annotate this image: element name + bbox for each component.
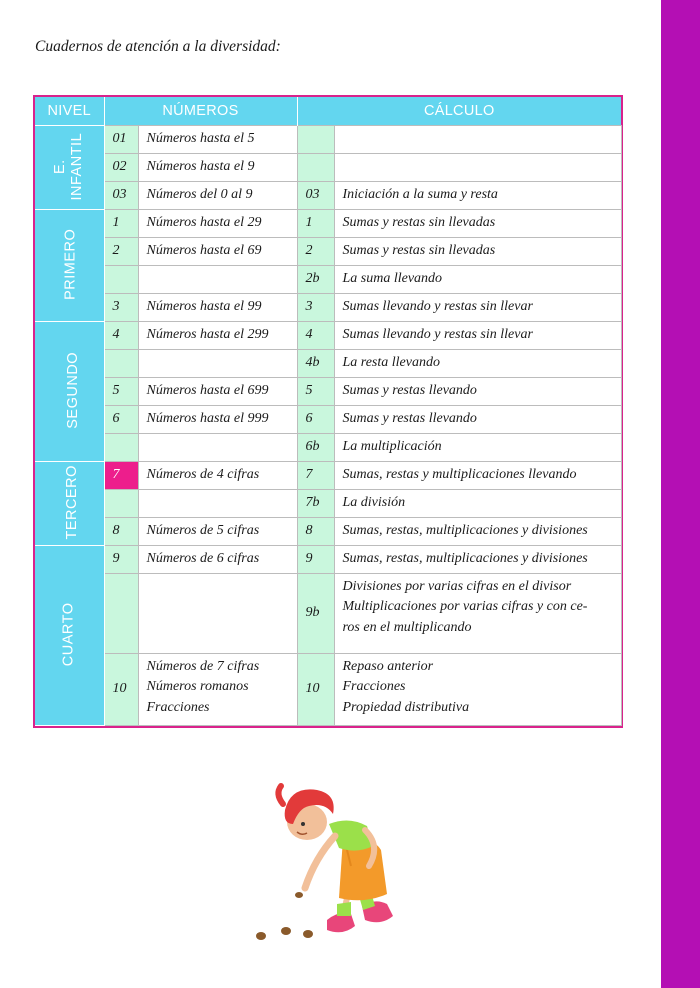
numeros-number-cell bbox=[104, 490, 138, 518]
calculo-topic-cell bbox=[334, 154, 621, 182]
table-row bbox=[35, 322, 621, 350]
table-row bbox=[35, 294, 621, 322]
calculo-number-cell: 7 bbox=[297, 462, 334, 490]
calculo-topic-cell: Sumas llevando y restas sin llevar bbox=[334, 322, 621, 350]
curriculum-table-frame bbox=[33, 95, 623, 728]
calculo-number-cell: 1 bbox=[297, 210, 334, 238]
calculo-topic-cell-line: ros en el multiplicando bbox=[342, 619, 472, 635]
table-row bbox=[35, 154, 621, 182]
side-color-band bbox=[661, 0, 700, 988]
numeros-topic-cell: Números hasta el 999 bbox=[138, 406, 297, 434]
numeros-number-cell: 3 bbox=[104, 294, 138, 322]
numeros-number-cell bbox=[104, 350, 138, 378]
calculo-number-cell: 7b bbox=[297, 490, 334, 518]
table-row bbox=[35, 210, 621, 238]
calculo-topic-cell: Sumas y restas sin llevadas bbox=[334, 210, 621, 238]
calculo-number-cell: 2b bbox=[297, 266, 334, 294]
calculo-topic-cell: Sumas y restas llevando bbox=[334, 406, 621, 434]
calculo-topic-cell: La suma llevando bbox=[334, 266, 621, 294]
calculo-number-cell: 03 bbox=[297, 182, 334, 210]
level-label: TERCERO bbox=[63, 465, 80, 540]
table-row bbox=[35, 182, 621, 210]
numeros-number-cell bbox=[104, 266, 138, 294]
calculo-number-cell: 4b bbox=[297, 350, 334, 378]
numeros-topic-cell bbox=[138, 434, 297, 462]
calculo-number-cell: 6 bbox=[297, 406, 334, 434]
numeros-topic-cell: Números de 5 cifras bbox=[138, 518, 297, 546]
numeros-topic-cell bbox=[138, 654, 297, 726]
level-label: E. INFANTIL bbox=[52, 132, 86, 201]
numeros-topic-cell: Números hasta el 29 bbox=[138, 210, 297, 238]
calculo-number-cell: 8 bbox=[297, 518, 334, 546]
level-label: SEGUNDO bbox=[65, 352, 82, 430]
numeros-number-cell: 01 bbox=[104, 126, 138, 154]
level-infantil bbox=[35, 126, 104, 210]
table-row bbox=[35, 350, 621, 378]
numeros-topic-cell bbox=[138, 266, 297, 294]
calculo-topic-cell-line: Repaso anterior bbox=[342, 659, 434, 674]
table-row bbox=[35, 518, 621, 546]
numeros-number-cell: 8 bbox=[104, 518, 138, 546]
calculo-number-cell bbox=[297, 154, 334, 182]
table-row bbox=[35, 406, 621, 434]
numeros-topic-cell: Números hasta el 99 bbox=[138, 294, 297, 322]
level-label: PRIMERO bbox=[62, 229, 79, 301]
curriculum-table bbox=[35, 97, 622, 726]
girl-picking-seeds-illustration bbox=[247, 780, 417, 955]
numeros-number-cell: 5 bbox=[104, 378, 138, 406]
page-title: Cuadernos de atención a la diversidad: bbox=[35, 38, 281, 55]
numeros-topic-cell: Números hasta el 9 bbox=[138, 154, 297, 182]
calculo-number-cell: 5 bbox=[297, 378, 334, 406]
numeros-topic-cell bbox=[138, 490, 297, 518]
calculo-topic-cell-line: Multiplicaciones por varias cifras y con ce- bbox=[342, 599, 588, 615]
calculo-topic-cell bbox=[334, 654, 621, 726]
level-segundo bbox=[35, 322, 104, 462]
table-row bbox=[35, 238, 621, 266]
calculo-number-cell: 4 bbox=[297, 322, 334, 350]
numeros-topic-cell-line: Números romanos bbox=[146, 679, 249, 695]
table-body bbox=[35, 126, 621, 726]
calculo-topic-cell: La división bbox=[334, 490, 621, 518]
table-row bbox=[35, 490, 621, 518]
numeros-number-cell: 03 bbox=[104, 182, 138, 210]
numeros-number-cell: 1 bbox=[104, 210, 138, 238]
numeros-number-cell: 2 bbox=[104, 238, 138, 266]
calculo-number-cell: 6b bbox=[297, 434, 334, 462]
calculo-number-cell: 9b bbox=[297, 574, 334, 654]
table-row bbox=[35, 126, 621, 154]
calculo-topic-cell: Sumas, restas y multiplicaciones llevando bbox=[334, 462, 621, 490]
numeros-topic-cell: Números de 6 cifras bbox=[138, 546, 297, 574]
numeros-topic-cell: Números hasta el 5 bbox=[138, 126, 297, 154]
calculo-topic-cell: La resta llevando bbox=[334, 350, 621, 378]
header-numeros: NÚMEROS bbox=[104, 97, 297, 126]
numeros-topic-cell-line: Fracciones bbox=[146, 699, 210, 715]
numeros-topic-cell bbox=[138, 350, 297, 378]
calculo-topic-cell: La multiplicación bbox=[334, 434, 621, 462]
calculo-number-cell bbox=[297, 126, 334, 154]
header-nivel: NIVEL bbox=[35, 97, 104, 126]
numeros-topic-cell: Números del 0 al 9 bbox=[138, 182, 297, 210]
numeros-topic-cell: Números hasta el 69 bbox=[138, 238, 297, 266]
numeros-topic-cell: Números hasta el 299 bbox=[138, 322, 297, 350]
numeros-number-cell: 02 bbox=[104, 154, 138, 182]
header-calculo: CÁLCULO bbox=[297, 97, 621, 126]
table-row bbox=[35, 266, 621, 294]
calculo-topic-cell: Sumas y restas sin llevadas bbox=[334, 238, 621, 266]
numeros-number-cell: 7 bbox=[104, 462, 138, 490]
numeros-topic-cell bbox=[138, 574, 297, 654]
numeros-number-cell: 9 bbox=[104, 546, 138, 574]
calculo-topic-cell bbox=[334, 574, 621, 654]
calculo-topic-cell: Iniciación a la suma y resta bbox=[334, 182, 621, 210]
calculo-topic-cell: Sumas, restas, multiplicaciones y divisiones bbox=[334, 546, 621, 574]
calculo-number-cell: 10 bbox=[297, 654, 334, 726]
numeros-number-cell: 4 bbox=[104, 322, 138, 350]
calculo-topic-cell: Sumas y restas llevando bbox=[334, 378, 621, 406]
calculo-topic-cell bbox=[334, 126, 621, 154]
table-row bbox=[35, 462, 621, 490]
numeros-number-cell bbox=[104, 574, 138, 654]
table-row bbox=[35, 574, 621, 654]
calculo-topic-cell-line: Divisiones por varias cifras en el divisor bbox=[342, 579, 572, 594]
table-row bbox=[35, 654, 621, 726]
numeros-topic-cell-line: Números de 7 cifras bbox=[146, 659, 260, 674]
calculo-number-cell: 3 bbox=[297, 294, 334, 322]
calculo-number-cell: 2 bbox=[297, 238, 334, 266]
calculo-number-cell: 9 bbox=[297, 546, 334, 574]
numeros-number-cell bbox=[104, 434, 138, 462]
table-row bbox=[35, 378, 621, 406]
level-label: CUARTO bbox=[60, 602, 77, 667]
calculo-topic-cell: Sumas, restas, multiplicaciones y divisiones bbox=[334, 518, 621, 546]
numeros-topic-cell: Números de 4 cifras bbox=[138, 462, 297, 490]
numeros-topic-cell: Números hasta el 699 bbox=[138, 378, 297, 406]
calculo-topic-cell-line: Fracciones bbox=[342, 679, 406, 695]
table-row bbox=[35, 546, 621, 574]
level-cuarto bbox=[35, 546, 104, 726]
level-tercero bbox=[35, 462, 104, 546]
calculo-topic-cell: Sumas llevando y restas sin llevar bbox=[334, 294, 621, 322]
calculo-topic-cell-line: Propiedad distributiva bbox=[342, 699, 470, 715]
table-row bbox=[35, 434, 621, 462]
level-primero bbox=[35, 210, 104, 322]
numeros-number-cell: 10 bbox=[104, 654, 138, 726]
numeros-number-cell: 6 bbox=[104, 406, 138, 434]
